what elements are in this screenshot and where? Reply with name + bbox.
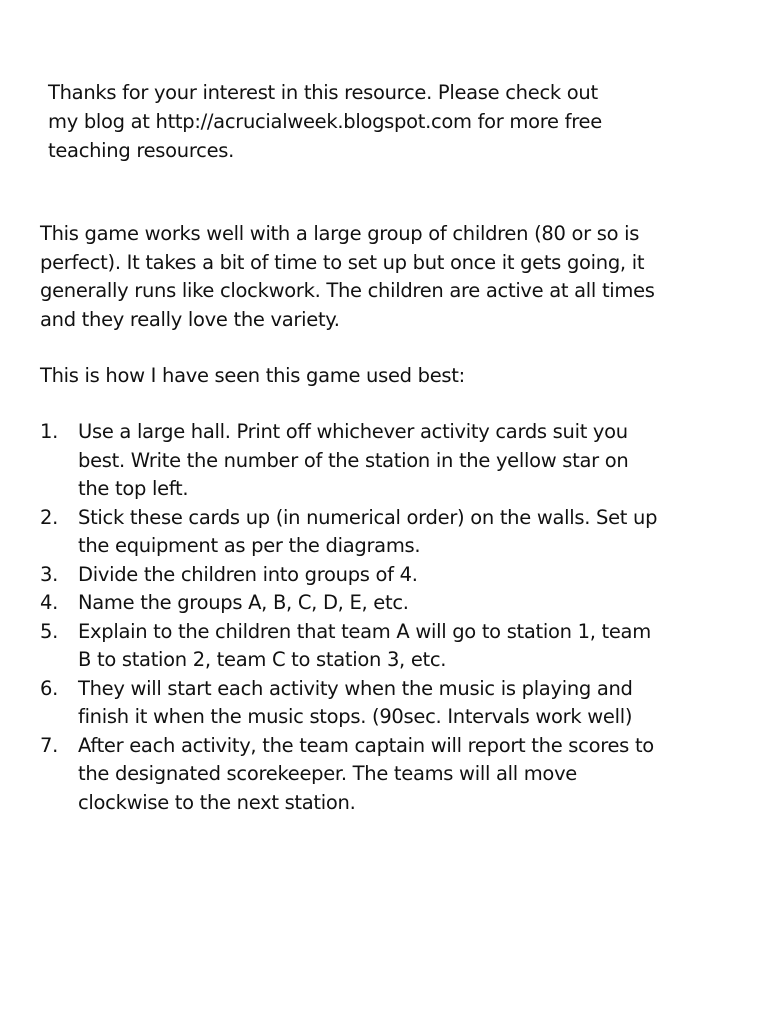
- step-line: After each activity, the team captain will report the scores to: [78, 733, 654, 757]
- description-line: and they really love the variety.: [40, 307, 340, 331]
- step-line: Explain to the children that team A will go to station 1, team: [78, 619, 651, 643]
- step-line: best. Write the number of the station in the yellow star on: [78, 448, 629, 472]
- step-item-1: [40, 418, 740, 504]
- step-item-2: [40, 504, 740, 561]
- step-text: [78, 732, 654, 818]
- step-text: [78, 589, 409, 618]
- description-line: perfect). It takes a bit of time to set up but once it gets going, it: [40, 250, 645, 274]
- step-line: the equipment as per the diagrams.: [78, 534, 421, 557]
- steps-list: [40, 418, 740, 817]
- description-paragraph: [40, 220, 740, 334]
- intro-paragraph: [48, 78, 688, 165]
- step-line: Stick these cards up (in numerical order) on the walls. Set up: [78, 505, 658, 529]
- step-number: 6.: [40, 676, 59, 700]
- step-number: 4.: [40, 591, 59, 614]
- description-line: This game works well with a large group of children (80 or so is: [40, 222, 640, 245]
- step-text: [78, 561, 418, 590]
- step-line: Divide the children into groups of 4.: [78, 562, 418, 586]
- step-line: clockwise to the next station.: [78, 790, 356, 814]
- step-item-3: [40, 561, 740, 590]
- step-line: They will start each activity when the music is playing and: [78, 676, 633, 700]
- step-text: [78, 504, 657, 561]
- step-number: 3.: [40, 562, 59, 586]
- howto-heading: This is how I have seen this game used best:: [40, 364, 465, 387]
- step-line: the designated scorekeeper. The teams will all move: [78, 762, 578, 785]
- step-line: finish it when the music stops. (90sec. Intervals work well): [78, 705, 633, 728]
- step-text: [78, 675, 633, 732]
- step-number: 5.: [40, 619, 59, 643]
- step-number: 1.: [40, 420, 59, 443]
- step-text: [78, 618, 651, 675]
- step-line: the top left.: [78, 477, 189, 500]
- step-item-4: [40, 589, 740, 618]
- step-number: 7.: [40, 733, 59, 757]
- step-item-7: [40, 732, 740, 818]
- step-number: 2.: [40, 505, 59, 529]
- intro-line: Thanks for your interest in this resource. Please check out: [48, 81, 598, 104]
- step-line: B to station 2, team C to station 3, etc.: [78, 648, 447, 671]
- intro-line: my blog at http://acrucialweek.blogspot.com for more free: [48, 110, 602, 133]
- step-text: [78, 418, 628, 504]
- step-line: Name the groups A, B, C, D, E, etc.: [78, 591, 409, 614]
- step-item-6: [40, 675, 740, 732]
- step-item-5: [40, 618, 740, 675]
- intro-line: teaching resources.: [48, 139, 235, 162]
- step-line: Use a large hall. Print off whichever activity cards suit you: [78, 420, 628, 443]
- description-line: generally runs like clockwork. The children are active at all times: [40, 279, 655, 302]
